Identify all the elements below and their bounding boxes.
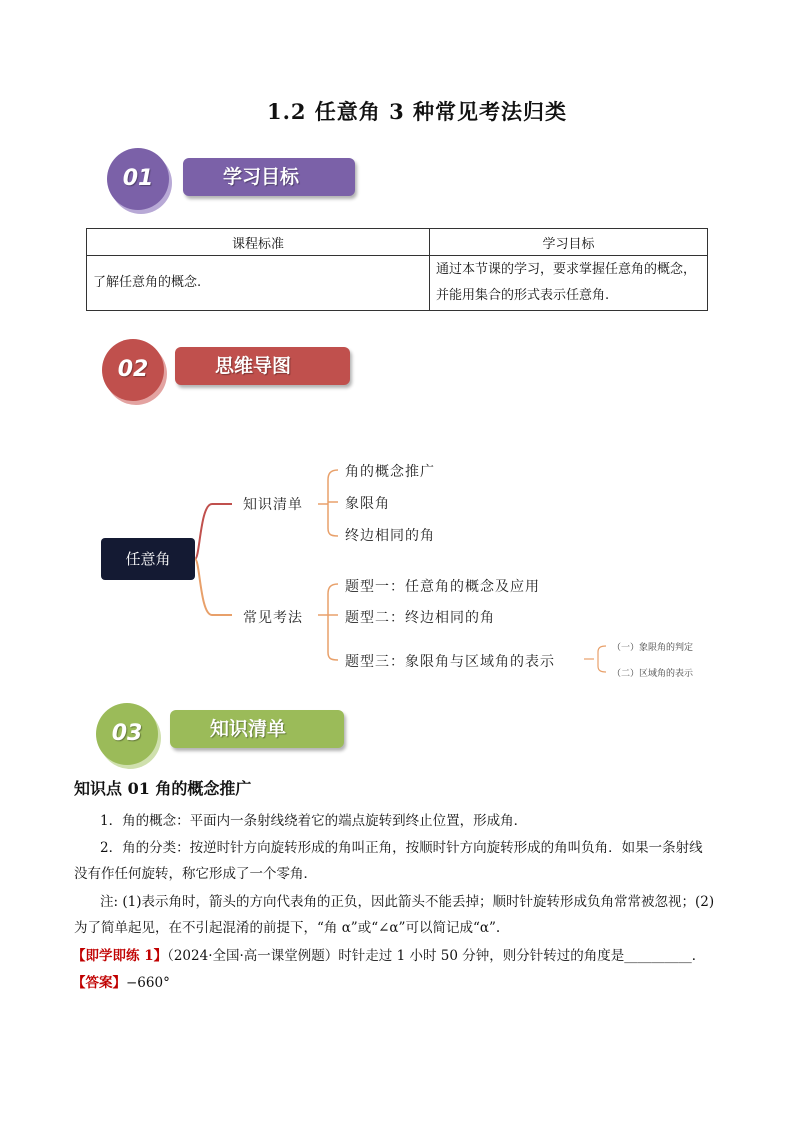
answer-tag: 【答案】 xyxy=(72,975,126,991)
mindmap-subleaf: （二）区域角的表示 xyxy=(612,669,694,679)
mindmap-branch-knowledge: 知识清单 xyxy=(243,497,303,513)
mindmap-leaf: 象限角 xyxy=(345,496,390,512)
mindmap-root: 任意角 xyxy=(101,538,195,580)
section-bar-objectives: 学习目标 xyxy=(183,158,355,196)
note-line: 注: (1)表示角时，箭头的方向代表角的正负，因此箭头不能丢掉；顺时针旋转形成负角常常被忽视；(2) xyxy=(100,894,715,910)
paragraph-concept xyxy=(74,808,724,834)
knowledge-point-title: 知识点 01 角的概念推广 xyxy=(74,779,252,798)
section-bar-knowledge: 知识清单 xyxy=(170,710,344,748)
header-standard: 课程标准 xyxy=(87,229,430,256)
standard-cell: 了解任意角的概念. xyxy=(87,256,430,311)
section-number: 02 xyxy=(117,357,149,382)
paragraph-classification xyxy=(74,835,724,887)
mindmap-leaf: 题型一：任意角的概念及应用 xyxy=(345,579,540,595)
section-number: 01 xyxy=(122,166,154,191)
classification-line: 2．角的分类：按逆时针方向旋转形成的角叫正角，按顺时针方向旋转形成的角叫负角．如果一条射线 xyxy=(100,840,703,856)
concept-text: 1．角的概念：平面内一条射线绕着它的端点旋转到终止位置，形成角． xyxy=(100,813,528,829)
mindmap-leaf: 角的概念推广 xyxy=(345,464,435,480)
mindmap-leaf: 题型二：终边相同的角 xyxy=(345,610,495,626)
mindmap-leaf: 终边相同的角 xyxy=(345,528,435,544)
page-title: 1.2 任意角 3 种常见考法归类 xyxy=(266,99,568,124)
goal-line: 通过本节课的学习，要求掌握任意角的概念， xyxy=(436,262,697,277)
section-bar-mindmap: 思维导图 xyxy=(175,347,350,385)
exercise-text: （2024·全国·高一课堂例题）时针走过 1 小时 50 分钟，则分针转过的角度是__________． xyxy=(167,948,706,964)
mindmap-subleaf: （一）象限角的判定 xyxy=(612,643,694,653)
section-number: 03 xyxy=(111,721,143,746)
section-badge-03 xyxy=(96,703,158,765)
mindmap-branch-methods: 常见考法 xyxy=(243,610,303,626)
mindmap-leaf: 题型三：象限角与区域角的表示 xyxy=(345,654,555,670)
classification-line: 没有作任何旋转，称它形成了一个零角． xyxy=(74,866,317,882)
header-goal: 学习目标 xyxy=(430,229,708,256)
goal-line: 并能用集合的形式表示任意角. xyxy=(436,288,610,303)
note-line: 为了简单起见，在不引起混淆的前提下，“角 α”或“∠α”可以简记成“α”. xyxy=(74,920,501,936)
exercise-line xyxy=(72,943,722,969)
answer-line xyxy=(72,970,722,996)
paragraph-note xyxy=(74,889,724,941)
exercise-tag: 【即学即练 1】 xyxy=(72,948,168,964)
answer-text: −660° xyxy=(126,975,170,991)
